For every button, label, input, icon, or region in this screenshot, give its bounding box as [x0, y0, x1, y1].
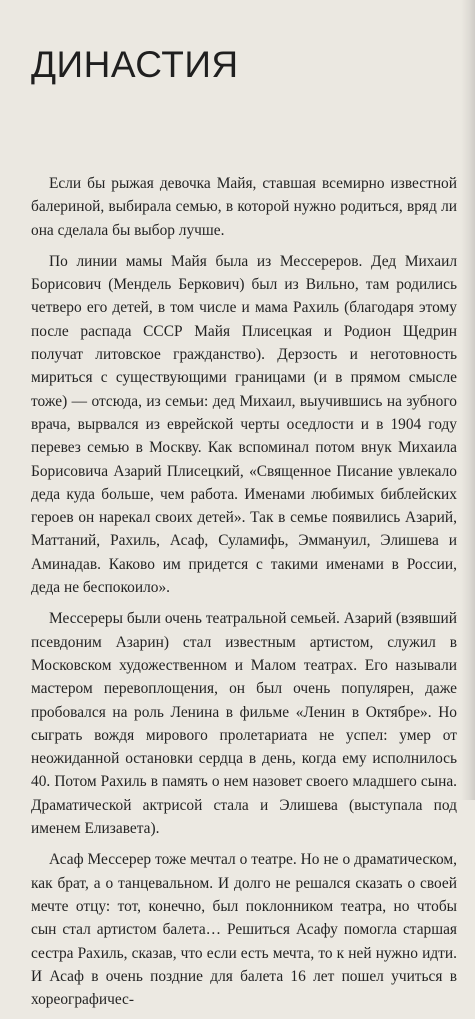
paragraph: Если бы рыжая девочка Майя, ставшая всемирно известной балериной, выбирала семью, в которой нужно родиться, вряд ли она сделала бы выбор лучше.: [31, 175, 457, 239]
page-edge-shadow: [461, 0, 475, 800]
chapter-body: [31, 172, 457, 1019]
paragraph: Мессереры были очень театральной семьей. Азарий (взявший псевдоним Азарин) стал известным артистом, служил в Московском художественном и Малом театрах. Его называли мастером перевоплощения, он был очень популярен, даже пробовался на роль Ленина в фильме «Ленин в Октябре». Но сыграть вождя мирового пролетариата не успел: умер от неожиданной остановки сердца в день, когда ему исполнилось 40. Потом Рахиль в память о нем назовет своего младшего сына. Драматической актрисой стала и Элишева (выступала под именем Елизавета).: [31, 610, 457, 838]
chapter-title: ДИНАСТИЯ: [31, 44, 239, 85]
paragraph: По линии мамы Майя была из Мессереров. Дед Михаил Борисович (Мендель Беркович) был из Вильно, там родились четверо его детей, в том числе и мама Рахиль (благодаря этому после распада СССР Майя Плисецкая и Родион Щедрин получат литовское гражданство). Дерзость и неготовность мириться с существующими границами (и в прямом смысле тоже) — отсюда, из семьи: дед Михаил, выучившись на зубного врача, вырвался из еврейской черты оседлости и в 1904 году перевез семью в Москву. Как вспоминал потом внук Михаила Борисовича Азарий Плисецкий, «Священное Писание увлекало деда куда больше, чем работа. Именами любимых библейских героев он нарекал своих детей». Так в семье появились Азарий, Маттаний, Рахиль, Асаф, Суламифь, Эммануил, Элишева и Аминадав. Каково им придется с такими именами в России, деда не беспокоило».: [31, 252, 457, 597]
paragraph: Асаф Мессерер тоже мечтал о театре. Но не о драматическом, как брат, а о танцевальном. И долго не решался сказать о своей мечте отцу: тот, конечно, был поклонником театра, но чтобы сын стал артистом балета… Решиться Асафу помогла старшая сестра Рахиль, сказав, что если есть мечта, то к ней нужно идти. И Асаф в очень поздние для балета 16 лет пошел учиться в хореографичес-: [31, 851, 457, 1009]
